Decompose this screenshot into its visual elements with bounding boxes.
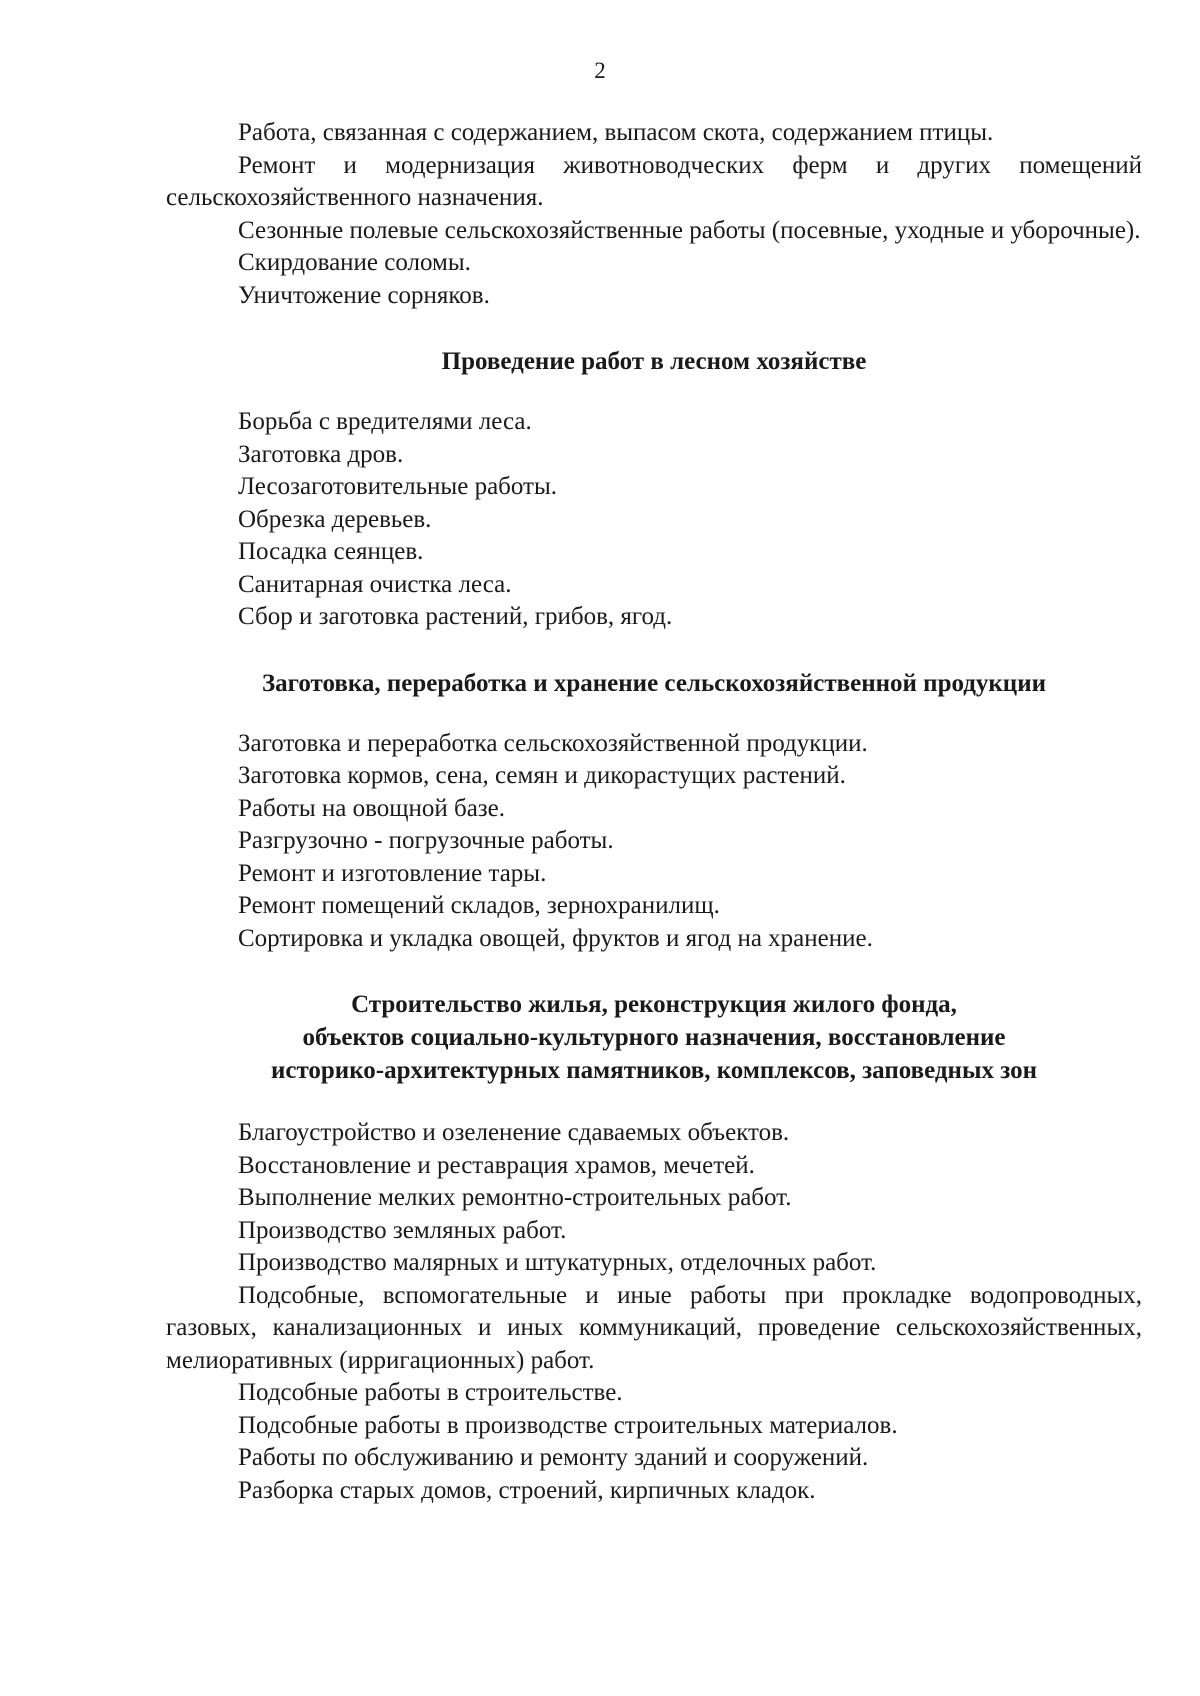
paragraph: Уничтожение сорняков.: [238, 281, 490, 309]
heading-line: объектов социально-культурного назначения, восстановление: [302, 1024, 1006, 1051]
document-body: [166, 117, 1142, 1507]
list-item: Санитарная очистка леса.: [238, 570, 512, 598]
list-item: Подсобные работы в производстве строительных материалов.: [238, 1411, 898, 1439]
section-heading-forestry: [166, 345, 1142, 378]
list-item: Обрезка деревьев.: [238, 505, 432, 533]
heading-line: Проведение работ в лесном хозяйстве: [441, 348, 867, 375]
list-item: Работы на овощной базе.: [238, 794, 506, 822]
list-item: Сортировка и укладка овощей, фруктов и ягод на хранение.: [238, 924, 873, 952]
list-item: Заготовка кормов, сена, семян и дикорастущих растений.: [238, 762, 846, 789]
paragraph: Ремонт и модернизация животноводческих ферм и других помещений сельскохозяйственного назначения.: [166, 151, 1142, 211]
section-heading-agri-products: [166, 667, 1142, 700]
list-item: Подсобные работы в строительстве.: [238, 1379, 623, 1406]
list-item: Лесозаготовительные работы.: [238, 473, 558, 500]
paragraph: Сезонные полевые сельскохозяйственные работы (посевные, уходные и уборочные).: [238, 216, 1141, 244]
list-item: Ремонт и изготовление тары.: [238, 859, 547, 887]
section-heading-construction: [166, 988, 1142, 1087]
list-item: Ремонт помещений складов, зернохранилищ.: [238, 892, 720, 919]
list-item: Благоустройство и озеленение сдаваемых объектов.: [238, 1119, 790, 1146]
list-item: Производство земляных работ.: [238, 1216, 567, 1244]
list-item: Заготовка дров.: [238, 440, 404, 468]
list-item: Разгрузочно - погрузочные работы.: [238, 827, 614, 854]
list-item: Работы по обслуживанию и ремонту зданий и сооружений.: [238, 1444, 869, 1471]
paragraph: Скирдование соломы.: [238, 249, 471, 276]
heading-line: Заготовка, переработка и хранение сельскохозяйственной продукции: [261, 669, 1047, 697]
page-number: 2: [594, 58, 606, 83]
list-item: Заготовка и переработка сельскохозяйственной продукции.: [238, 729, 868, 757]
list-item: Производство малярных и штукатурных, отделочных работ.: [238, 1249, 877, 1276]
list-item: Разборка старых домов, строений, кирпичных кладок.: [238, 1476, 816, 1504]
list-item: Борьба с вредителями леса.: [238, 408, 532, 435]
list-item: Восстановление и реставрация храмов, мечетей.: [238, 1151, 755, 1179]
paragraph: Работа, связанная с содержанием, выпасом скота, содержанием птицы.: [238, 119, 994, 146]
heading-line: Строительство жилья, реконструкция жилого фонда,: [351, 991, 957, 1018]
list-item: Сбор и заготовка растений, грибов, ягод.: [238, 603, 673, 630]
list-item: Подсобные, вспомогательные и иные работы при прокладке водопроводных, газовых, канализационных и иных коммуникаций, проведение сельскохозяйственных, мелиоративных (ирригационных) работ.: [166, 1281, 1142, 1374]
list-item: Посадка сеянцев.: [238, 538, 424, 565]
list-item: Выполнение мелких ремонтно-строительных работ.: [238, 1184, 792, 1211]
heading-line: историко-архитектурных памятников, комплексов, заповедных зон: [270, 1057, 1038, 1084]
